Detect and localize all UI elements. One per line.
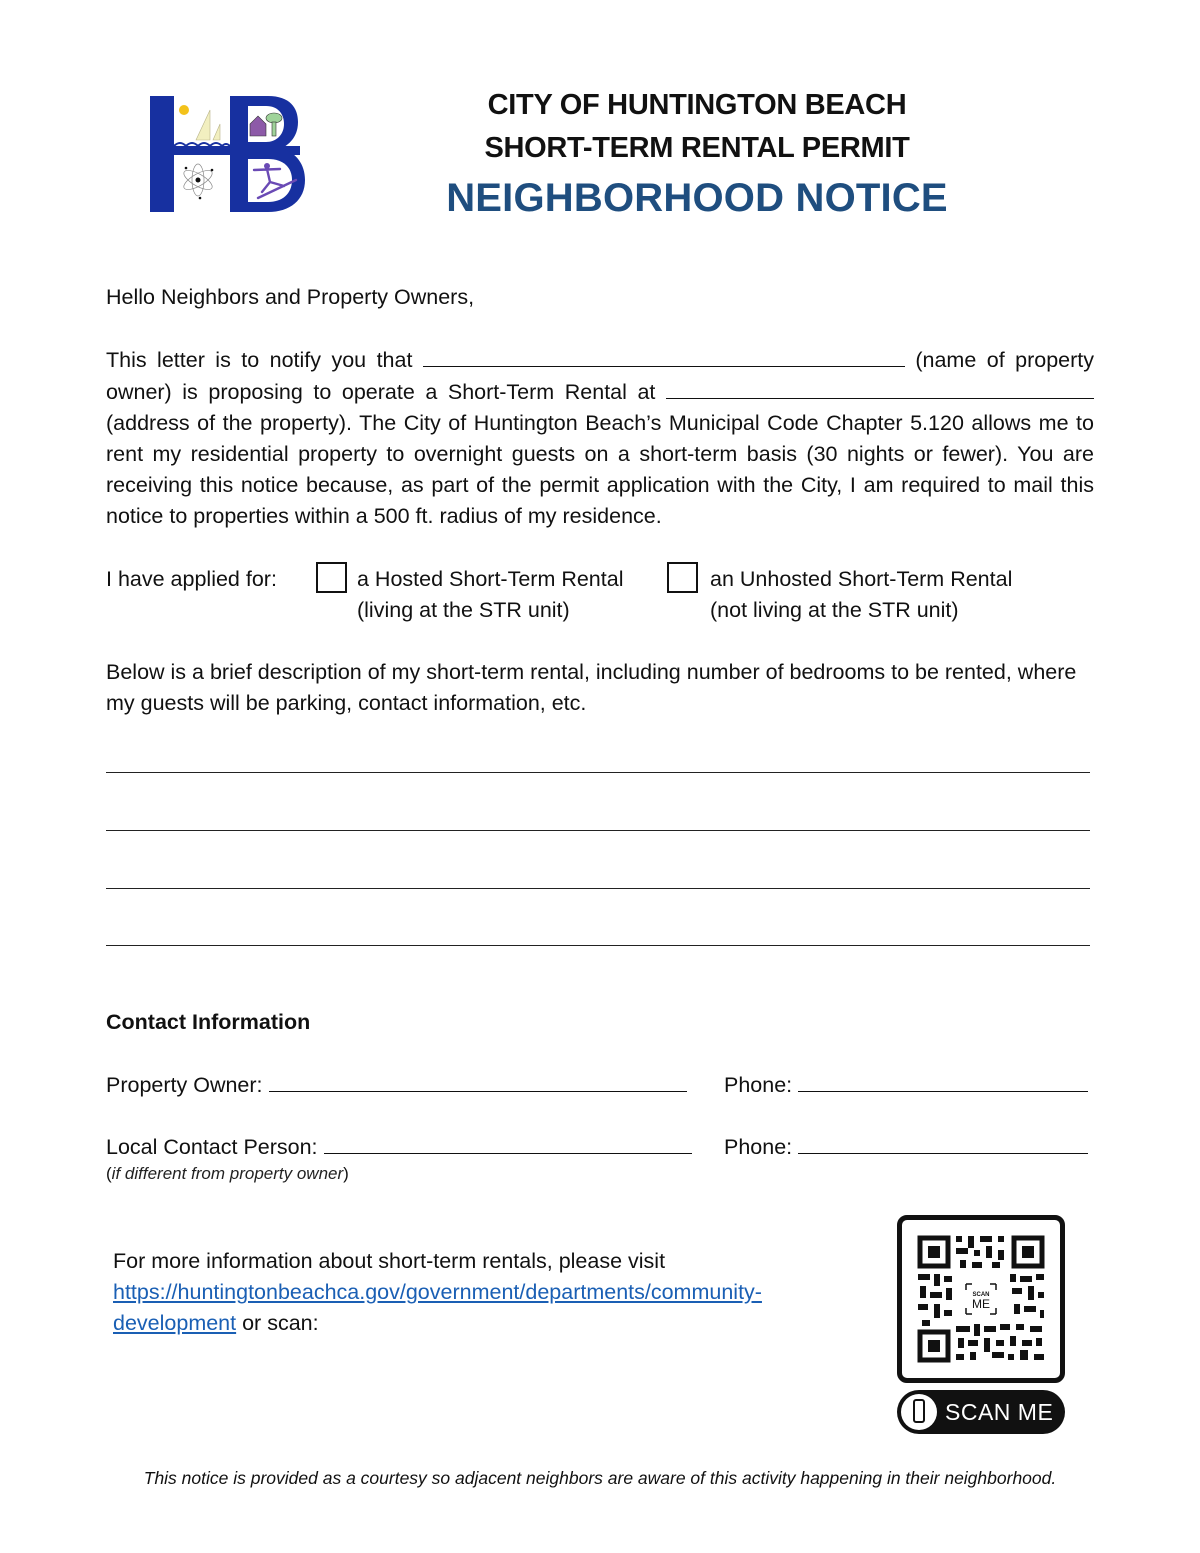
property-owner-name-field[interactable] xyxy=(423,344,905,367)
phone-label: Phone: xyxy=(724,1135,793,1159)
qr-center-me-text: ME xyxy=(972,1297,990,1311)
local-contact-label: Local Contact Person: xyxy=(106,1135,318,1159)
intro-text-3: (address of the property). The City of Huntington Beach’s Municipal Code Chapter 5.120 allows me to rent my residential property to overnight guests on a short-term basis (30 nights or fewer). You are receiving this notice because, as part of the permit application with the City, I am required to mail this notice to properties within a 500 ft. radius of my residence. xyxy=(106,411,1094,528)
or-scan-text: or scan: xyxy=(236,1311,319,1335)
property-address-field[interactable] xyxy=(666,376,1094,399)
local-contact-note-text: if different from property owner xyxy=(111,1164,344,1183)
smartphone-icon xyxy=(913,1399,925,1423)
unhosted-rental-sublabel: (not living at the STR unit) xyxy=(710,598,959,622)
more-info-paragraph xyxy=(113,1246,873,1339)
hosted-rental-checkbox[interactable] xyxy=(316,562,347,593)
hosted-rental-label: a Hosted Short-Term Rental xyxy=(357,567,624,591)
applied-for-label: I have applied for: xyxy=(106,567,277,591)
scan-me-button[interactable] xyxy=(897,1390,1065,1434)
document-header xyxy=(430,84,964,224)
phone-label: Phone: xyxy=(724,1073,793,1097)
local-contact-row xyxy=(106,1131,726,1163)
intro-text-1: This letter is to notify you that xyxy=(106,348,413,372)
qr-center-scan-text: SCAN xyxy=(972,1292,990,1298)
qr-code-pattern xyxy=(902,1220,1060,1378)
property-owner-phone-row xyxy=(724,1069,1104,1101)
more-info-text: For more information about short-term rentals, please visit xyxy=(113,1249,666,1273)
property-owner-phone-field[interactable] xyxy=(798,1069,1088,1092)
intro-text-2: (name of property owner) is proposing to operate a Short-Term Rental at xyxy=(106,348,1094,404)
qr-code[interactable] xyxy=(897,1215,1065,1383)
contact-information-heading: Contact Information xyxy=(106,1010,311,1034)
local-contact-phone-field[interactable] xyxy=(798,1131,1088,1154)
permit-type-heading: SHORT-TERM RENTAL PERMIT xyxy=(484,132,910,164)
description-line-1[interactable] xyxy=(106,772,1090,773)
city-name-heading: CITY OF HUNTINGTON BEACH xyxy=(487,89,907,121)
community-development-link-continued[interactable]: development xyxy=(113,1311,237,1335)
notice-title: NEIGHBORHOOD NOTICE xyxy=(446,176,948,220)
unhosted-rental-label: an Unhosted Short-Term Rental xyxy=(710,567,1013,591)
community-development-link[interactable]: https://huntingtonbeachca.gov/government/departments/community- xyxy=(113,1280,762,1304)
local-contact-note: (if different from property owner) xyxy=(106,1164,349,1183)
hosted-rental-option xyxy=(357,564,657,626)
description-line-4[interactable] xyxy=(106,945,1090,946)
smartphone-icon-badge xyxy=(901,1394,937,1430)
description-line-2[interactable] xyxy=(106,830,1090,831)
courtesy-footer-note: This notice is provided as a courtesy so adjacent neighbors are aware of this activity happening in their neighborhood. xyxy=(143,1468,1057,1488)
greeting: Hello Neighbors and Property Owners, xyxy=(106,285,475,309)
local-contact-phone-row xyxy=(724,1131,1104,1163)
property-owner-field[interactable] xyxy=(269,1069,687,1092)
unhosted-rental-checkbox[interactable] xyxy=(667,562,698,593)
description-prompt: Below is a brief description of my short-term rental, including number of bedrooms to be rented, where my guests will be parking, contact information, etc. xyxy=(106,660,1077,715)
local-contact-field[interactable] xyxy=(324,1131,692,1154)
property-owner-row xyxy=(106,1069,726,1101)
hosted-rental-sublabel: (living at the STR unit) xyxy=(357,598,570,622)
unhosted-rental-option xyxy=(710,564,1070,626)
intro-paragraph xyxy=(106,344,1094,532)
property-owner-label: Property Owner: xyxy=(106,1073,263,1097)
scan-me-label: SCAN ME xyxy=(945,1399,1054,1425)
description-line-3[interactable] xyxy=(106,888,1090,889)
hb-city-logo xyxy=(150,96,305,212)
